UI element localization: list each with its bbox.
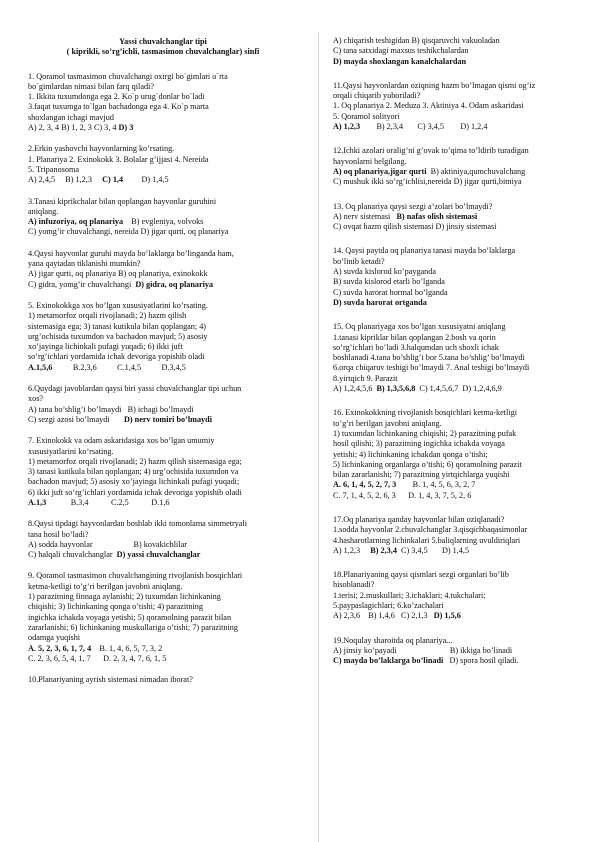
question-text: 2.Erkin yashovchi hayvonlarning ko’rsating. [28, 144, 175, 154]
option-list: hosil qilishi; 3) parazitning ingichka ichakda voyaga [333, 439, 505, 449]
question-text: 4.Qaysi hayvonlar guruhi mayda bo’laklarga bo’linganda ham, [28, 248, 234, 258]
answer-option: C. 7, 1, 4, 5, 2, 6, 3 [333, 490, 396, 500]
question-text: 12.Ichki azolari oralig’ni g’ovak to’qima to’ldirib turadigan [333, 146, 529, 156]
answer-option: C) halqali chuvalchanglar [28, 550, 113, 560]
answer-options [333, 384, 581, 394]
answer-options [28, 123, 298, 133]
answer-option: C) suvda harorat hormal bo’lganda [333, 287, 448, 297]
question-3 [28, 197, 298, 238]
answer-option: A) jinsiy ko’payadi [333, 645, 397, 655]
title-line-1: Yassi chuvalchanglar tipi [119, 37, 207, 46]
answer-options: A) jigar qurti, oq planariya B) oq planariya, exinokokk [28, 269, 208, 279]
answer-option: B) kovakichlilar [133, 539, 187, 549]
answer-options [333, 480, 581, 490]
option-list: 1) metamorfoz orqali rivojlanadi; 2) hazm qilish sistemasiga ega; [28, 456, 242, 466]
question-text: bo`gimlardan nimasi bilan farq qiladi? [28, 81, 154, 91]
correct-answer: C) mayda bo’laklarga bo’linadi [333, 656, 444, 666]
question-4 [28, 249, 298, 290]
answer-options: C) mushuk ikki so’rg’ichlisi,nereida D) jigar qurti,bitniya [333, 177, 522, 187]
correct-answer: D) nerv tomiri bo’lmaydi [123, 414, 212, 424]
question-text: tana hosil bo’ladi? [28, 529, 89, 539]
option-list: 4.hasharotlarning lichinkalari 5.baliqlarning uvuldiriqlari [333, 535, 521, 545]
option-list: 5. Tripanosoma [28, 164, 79, 174]
answer-option: D) 1,2,4 [460, 122, 488, 132]
answer-options [28, 175, 298, 185]
answer-options [333, 122, 581, 132]
option-list: 5. Qoramol solityori [333, 111, 400, 121]
question-text: 8.Qaysi tipdagi hayvonlardan boshlab ikki tomonlama simmetryali [28, 519, 247, 529]
question-text: bo’linib ketadi? [333, 256, 385, 266]
answer-option: D. 2, 3, 4, 7, 6, 1, 5 [103, 653, 167, 663]
option-list: odamga yuqishi [28, 633, 81, 643]
answer-option: C) 3,4,5 [401, 545, 428, 555]
answer-option: A) 2,3,6 [333, 611, 361, 621]
option-list: sistemasiga ega; 3) tanasi kutikula bilan qoplangan; 4) [28, 321, 207, 331]
option-list: 5) lichinkaning organlarga o’tishi; 6) qoramolning parazit [333, 459, 522, 469]
answer-option: B. 1, 4, 5, 6, 3, 2, 7 [412, 480, 476, 490]
option-list: 1. Oq planariya 2. Meduza 3. Aktiniya 4. Odam askaridasi [333, 101, 524, 111]
answer-options [333, 611, 581, 621]
question-text: 11.Qaysi hayvonlardan oziqning hazm bo’lmagan qismi og’iz [333, 80, 536, 90]
answer-option: D) 1,4,5 [441, 545, 469, 555]
option-list: 1. Planariya 2. Exinokokk 3. Bolalar g’ijjasi 4. Nereida [28, 154, 209, 164]
correct-answer: A.1,5,6 [28, 362, 53, 372]
question-11 [333, 81, 581, 132]
question-text: xususiyatlarini ko’rsating. [28, 446, 114, 456]
question-2 [28, 144, 298, 185]
correct-answer: B) 2,3,4 [370, 545, 397, 555]
option-list: 1.tanasi kipriklar bilan qoplangan 2.bosh va qorin [333, 332, 496, 342]
answer-options [333, 212, 581, 222]
question-text: hayvonlarni belgilang. [333, 156, 407, 166]
option-list: 1) parazitning finnaga aylanishi; 2) tuxumdan lichinkaning [28, 592, 221, 602]
answer-option: A) 2,4,5 [28, 175, 56, 185]
answer-option: C) 3,4,5 [417, 122, 444, 132]
answer-option: D) 1,4,5 [141, 175, 169, 185]
option-list: bilan zararlanishi; 7) parazitning yirtqichlarga yuqishi [333, 470, 510, 480]
question-text: 6.Quydagi javoblardan qaysi biri yassi chuvalchanglar tipi uchun [28, 384, 242, 394]
answer-option: A) 1,2,3 [333, 545, 361, 555]
answer-options [333, 167, 581, 177]
answer-options [333, 546, 581, 556]
option-list: 8.yirtqich 9. Parazit [333, 373, 398, 383]
option-list: so’rg’ichlari bo’ladi 3.halqumdan uch shoxli ichak [333, 342, 499, 352]
question-10 [28, 675, 298, 685]
correct-answer: A.1,3 [28, 497, 47, 507]
answer-option: C. 2, 3, 6, 5, 4, 1, 7 [28, 653, 91, 663]
question-text: 5. Exinokokkga xos bo’lgan xususiyatlarini ko’rsating. [28, 300, 208, 310]
option-list: boshlanadi 4.tana bo’shlig’i bor 5.tana bo’shlig’ bo’lmaydi [333, 353, 525, 363]
correct-answer: D) 3 [118, 123, 134, 133]
answer-options [28, 363, 298, 373]
question-text: 15. Oq planariyaga xos bo’lgan xususiyatni aniqlang [333, 322, 506, 332]
option-list: 3.faqat tuxumga to`lgan bachadonga ega 4. Ko`p marta [28, 102, 209, 112]
answer-option: C) 1,4,5,6,7 [419, 384, 459, 394]
correct-answer: A) infuzoriya, oq planariya [28, 217, 124, 227]
answer-options: C) ovqat hazm qilish sistemasi D) jinsiy sistemasi [333, 222, 497, 232]
answer-option: A) 2, 3, 4 B) 1, 2, 3 C) 3, 4 [28, 123, 117, 133]
answer-options: A) chiqarish teshigidan B) qisqaruvchi vakuoladan [333, 36, 500, 45]
column-divider [318, 32, 319, 842]
option-list: 1. Ikkita tuxumdonga ega 2. Ko`p urug`donlar bo`ladi [28, 92, 205, 102]
question-text: 1. Qoramol tasmasimon chuvalchangi oxirgi bo`gimlari o`rta [28, 71, 228, 81]
answer-option: D.1,6 [151, 497, 170, 507]
question-1 [28, 72, 298, 134]
answer-option: C) 2,1,3 [401, 611, 428, 621]
answer-option: B. 1, 4, 6, 5, 7, 3, 2 [99, 643, 163, 653]
option-list: 6.orqa chiqaruv teshigi bo’lmaydi 7. Anal teshigi bo’lmaydi [333, 363, 530, 373]
option-list: zararlanishi; 6) lichinkaning muskullariga o’tishi; 7) parazitning [28, 622, 238, 632]
option-list: bachadon mavjud; 5) asosiy xo’jayinga lichinkali pufagi yuqadi; [28, 477, 240, 487]
answer-option: B) 1,2,3 [65, 175, 92, 185]
option-list: chiqishi; 3) lichinkaning qonga o’tishi; 4) parazitning [28, 602, 203, 612]
question-6 [28, 384, 298, 425]
answer-option: B) 2,3,4 [376, 122, 404, 132]
question-text: yana qaytadan tiklanishi mumkin? [28, 259, 141, 269]
correct-answer: A. 5, 2, 3, 6, 1, 7, 4 [28, 643, 92, 653]
answer-option: A) sodda hayvonlar [28, 539, 93, 549]
option-list: 6) ikki juft so’rg’ichlari yordamida ichak devoriga yopishib oladi [28, 487, 242, 497]
question-text: 7. Exinokokk va odam askaridasiga xos bo’lgan umumiy [28, 436, 215, 446]
answer-option: A) 1,2,4,5,6 [333, 384, 373, 394]
answer-option: B.3,4 [70, 497, 89, 507]
question-12 [333, 146, 581, 187]
correct-answer: D) 1,5,6 [433, 611, 461, 621]
option-list: 5.paypaslagichlari; 6.ko’zachalari [333, 601, 444, 611]
question-14 [333, 246, 581, 308]
answer-option: C) sezgi azosi bo’lmaydi [28, 414, 110, 424]
option-list: shoxlangan ichagi mavjud [28, 112, 114, 122]
question-text: to’g’ri berilgan javobni aniqlang. [333, 418, 442, 428]
answer-options [28, 405, 298, 415]
correct-answer: D) mayda shoxlangan kanalchalardan [333, 56, 467, 66]
answer-options [28, 415, 298, 425]
answer-options: C) tana satxidagi maxsus teshikchalardan [333, 46, 469, 56]
question-7 [28, 436, 298, 508]
question-text: hisoblanadi? [333, 580, 375, 590]
question-text: 18.Planariyaning qaysi qismlari sezgi organlari bo’lib [333, 570, 509, 580]
question-16 [333, 408, 581, 501]
correct-answer: B) nafas olish sistemasi [396, 211, 478, 221]
question-8 [28, 519, 298, 560]
question-text: 3.Tanasi kiprikchalar bilan qoplangan hayvonlar guruhini [28, 196, 217, 206]
answer-options [28, 540, 298, 550]
question-9 [28, 571, 298, 664]
answer-option: B) ikkiga bo’linadi [449, 645, 513, 655]
document-title [28, 37, 298, 58]
answer-option: C.2,5 [111, 497, 129, 507]
option-list: 1) metamorfoz orqali rivojlanadi; 2) hazm qilish [28, 311, 187, 321]
option-list: so’rg’ichlari yordamida ichak devoriga yopishib oladi [28, 352, 205, 362]
answer-option: B) aktiniya,qumchuvalchang [430, 166, 526, 176]
option-list: yetishi; 4) lichinkaning ichakdan qonga o’tishi; [333, 449, 488, 459]
question-text: 9. Qoramol tasmasimon chuvalchangining rivojlanish bosqichlari [28, 571, 243, 581]
option-list: ingichka ichakda voyaga yetishi; 5) qoramolning parazit bilan [28, 612, 232, 622]
correct-answer: A. 6, 1, 4, 5, 2, 7, 3 [333, 480, 397, 490]
question-5 [28, 301, 298, 373]
question-19 [333, 636, 581, 667]
answer-option: B.2,3,6 [72, 362, 97, 372]
question-text: orqali chiqarib yuboriladi? [333, 91, 421, 101]
question-text: xos? [28, 394, 44, 404]
answer-option: D) 1,2,4,6,9 [462, 384, 502, 394]
question-text: 16. Exinokokkning rivojlanish bosqichlari ketma-ketligi [333, 408, 517, 418]
answer-option: B) ichagi bo’lmaydi [127, 404, 194, 414]
left-column [28, 30, 298, 685]
correct-answer: C) 1,4 [102, 175, 124, 185]
question-text: 17.Oq planariya qanday hayvonlar bilan oziqlanadi? [333, 514, 505, 524]
correct-answer: A) oq planariya,jigar qurti [333, 166, 427, 176]
question-15 [333, 322, 581, 394]
correct-answer: D) yassi chuvalchanglar [116, 550, 201, 560]
question-text: 10.Planariyaning ayrish sistemasi nimadan iborat? [28, 675, 193, 685]
answer-options [28, 644, 298, 654]
answer-options [28, 498, 298, 508]
answer-options [333, 656, 581, 666]
right-column [333, 36, 581, 667]
answer-options: C) yomg’ir chuvalchangi, nereida D) jigar qurti, oq planariya [28, 227, 229, 237]
answer-option: A) nerv sistemasi [333, 211, 391, 221]
question-text: 19.Noqulay sharoitda oq planariya... [333, 635, 453, 645]
option-list: 1.sodda hayvonlar 2.chuvalchanglar 3.qisqichbaqasimonlar [333, 525, 528, 535]
question-18 [333, 570, 581, 621]
question-text: aniqlang. [28, 206, 59, 216]
question-text: 14. Qaysi paytda oq planariya tanasi mayda bo’laklarga [333, 246, 516, 256]
correct-answer: D) suvda harorat ortganda [333, 297, 427, 307]
answer-options [333, 491, 581, 501]
answer-option: D. 1, 4, 3, 7, 5, 2, 6 [408, 490, 472, 500]
option-list: xo’jayinga lichinkali pufagi yuqadi; 6) ikki juft [28, 342, 183, 352]
answer-options [333, 646, 581, 656]
answer-option: B) 1,4,6 [368, 611, 395, 621]
title-line-2: ( kiprikli, so’rg’ichli, tasmasimon chuvalchanglar) sinfi [66, 47, 260, 57]
question-17 [333, 515, 581, 556]
question-13 [333, 202, 581, 233]
correct-answer: A) 1,2,3 [333, 122, 361, 132]
answer-option: D) spora hosil qiladi. [449, 656, 519, 666]
answer-option: B) suvda kislorod etarli bo’lganda [333, 277, 445, 287]
option-list: 3) tanasi kutikula bilan qoplangan; 4) urg’ochisida tuxumdon va [28, 467, 239, 477]
question-text: ketma-ketligi to’g’ri berilgan javobni aniqlang. [28, 581, 183, 591]
answer-option: B) evgleniya, volvoks [131, 217, 204, 227]
answer-option: C.1,4,5 [117, 362, 142, 372]
answer-option: A) tana bo’shlig’i bo’lmaydi [28, 404, 122, 414]
option-list: 1.terisi; 2.muskullari; 3.ichaklari; 4.tukchalari; [333, 590, 486, 600]
answer-options [28, 654, 298, 664]
answer-option: D.3,4,5 [161, 362, 186, 372]
correct-answer: B) 1,3,5,6,8 [376, 384, 416, 394]
answer-option: C) gidra, yomg’ir chuvalchangi [28, 279, 132, 289]
option-list: 1) tuxumdan lichinkaning chiqishi; 2) parazitning pufak [333, 428, 517, 438]
question-10-options [333, 36, 581, 67]
answer-options [28, 550, 298, 560]
answer-option: A) suvda kislorod ko’payganda [333, 267, 437, 277]
option-list: urg’ochisida tuxumdon va bachadon mavjud; 5) asosiy [28, 331, 208, 341]
correct-answer: D) gidra, oq planariya [135, 279, 214, 289]
answer-options [28, 280, 298, 290]
answer-options [28, 217, 298, 227]
question-text: 13. Oq planariya qaysi sezgi a’zolari bo’lmaydi? [333, 201, 493, 211]
